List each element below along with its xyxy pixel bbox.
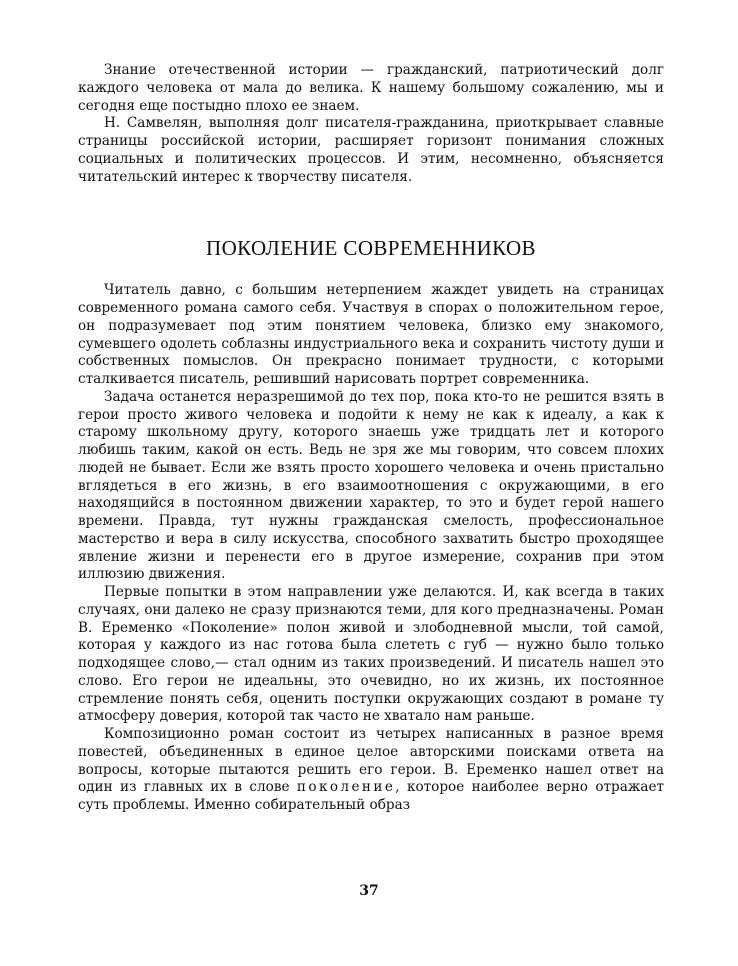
page-body [78, 62, 664, 815]
article-paragraph: Первые попытки в этом направлении уже делаются. И, как всегда в таких случаях, они далеко не сразу признаются теми, для кого предназначены. Роман В. Еременко «Поколение» полон живой и злободневной мысли, той самой, которая у каждого из нас готова была слететь с губ — нужно было только подходящее слово,— стал одним из таких произведений. И писатель нашел это слово. Его герои не идеальны, это очевидно, но их жизнь, их постоянное стремление понять себя, оценить поступки окружающих создают в романе ту атмосферу доверия, которой так часто не хватало нам раньше. [78, 584, 664, 725]
article-paragraph [78, 726, 664, 815]
heading-gap [78, 261, 664, 282]
paragraph-text: Композиционно роман состоит из четырех написанных в разное время повестей, объединенных в единое целое авторскими поисками ответа на вопросы, которые пытаются решить его герои. В. Еременко нашел ответ на один из главных их в слове [78, 726, 664, 796]
article-paragraph: Читатель давно, с большим нетерпением жаждет увидеть на страницах современного романа самого себя. Участвуя в спорах о положительном герое, он подразумевает под этим понятием человека, близко ему знакомого, сумевшего одолеть соблазны индустриального века и сохранить чистоту души и собственных помыслов. Он прекрасно понимает трудности, с которыми сталкивается писатель, решивший нарисовать портрет современника. [78, 282, 664, 387]
intro-paragraph: Знание отечественной истории — гражданский, патриотический долг каждого человека от мала до велика. К нашему большому сожалению, мы и сегодня еще постыдно плохо ее знаем. [78, 62, 664, 114]
article-paragraph: Задача останется неразрешимой до тех пор, пока кто-то не решится взять в герои просто живого человека и подойти к нему не как к идеалу, а как к старому школьному другу, которого знаешь уже тридцать лет и которого любишь таким, какой он есть. Ведь не зря же мы говорим, что совсем плохих людей не бывает. Если же взять просто хорошего человека и очень пристально вглядеться в его жизнь, в его взаимоотношения с окружающими, в его находящийся в постоянном движении характер, то это и будет герой нашего времени. Правда, тут нужны гражданская смелость, профессиональное мастерство и вера в силу искусства, способного захватить быстро проходящее явление жизни и перенести его в другое измерение, сохранив при этом иллюзию движения. [78, 388, 664, 583]
paragraph-text: , которое наиболее верно отражает суть проблемы. Именно собирательный образ [78, 779, 665, 813]
page-number: 37 [359, 883, 379, 899]
section-gap [78, 186, 664, 235]
intro-paragraph: Н. Самвелян, выполняя долг писателя-гражданина, приоткрывает славные страницы российской истории, расширяет горизонт понимания сложных социальных и политических процессов. И этим, несомненно, объясняется читательский интерес к творчеству писателя. [78, 115, 664, 185]
article-title: ПОКОЛЕНИЕ СОВРЕМЕННИКОВ [206, 236, 536, 261]
spaced-word: поколение [296, 779, 396, 796]
